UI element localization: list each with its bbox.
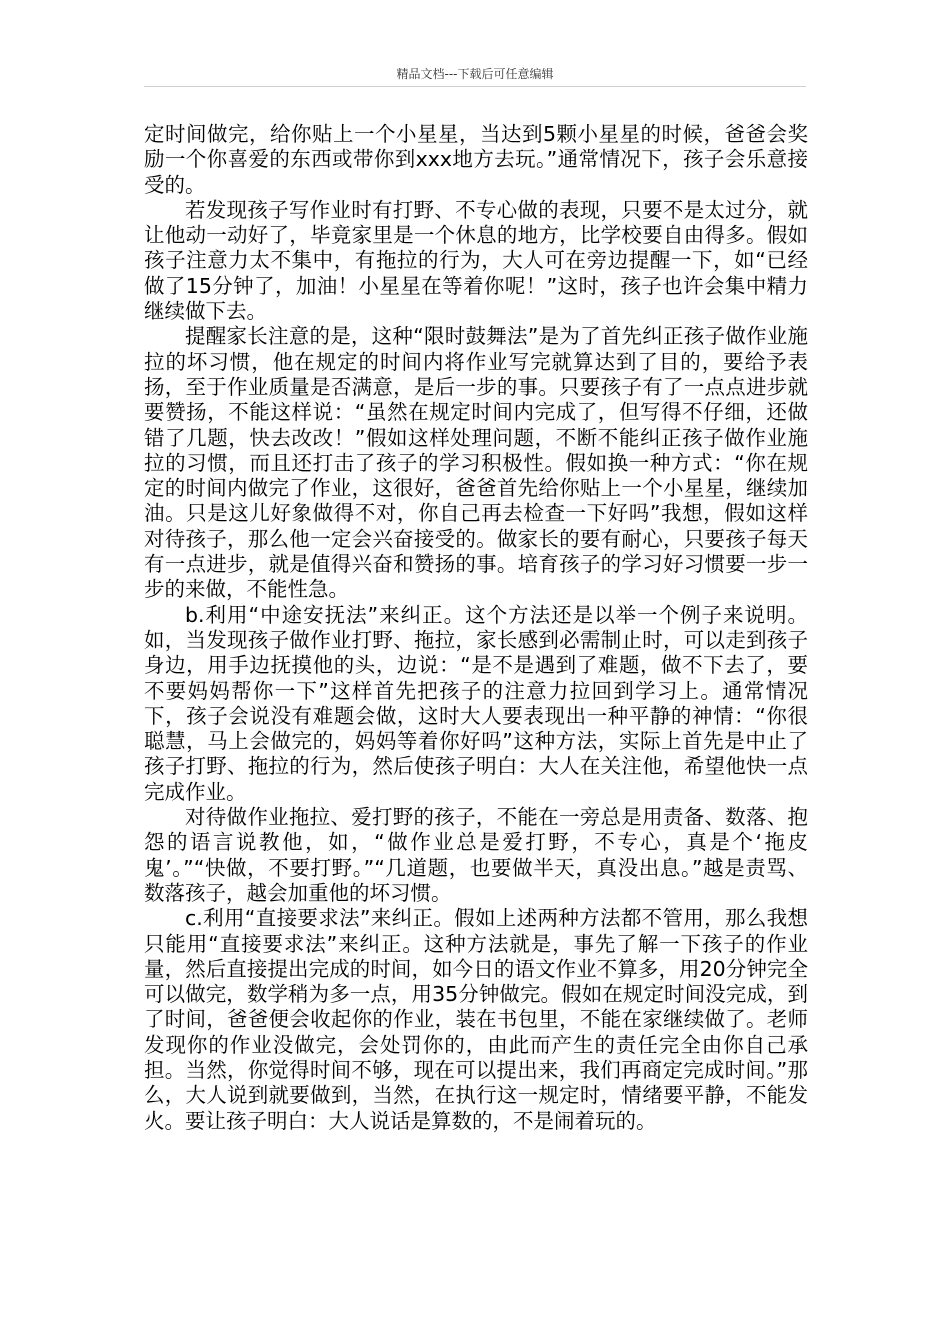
paragraph-1: 定时间做完，给你贴上一个小星星，当达到5颗小星星的时候，爸爸会奖励一个你喜爱的东西或带你到xxx地方去玩。”通常情况下，孩子会乐意接受的。: [144, 122, 808, 197]
document-body: [144, 122, 808, 1134]
paragraph-6: c.利用“直接要求法”来纠正。假如上述两种方法都不管用，那么我想只能用“直接要求法”来纠正。这种方法就是，事先了解一下孩子的作业量，然后直接提出完成的时间，如今日的语文作业不算多，用20分钟完全可以做完，数学稍为多一点，用35分钟做完。假如在规定时间没完成，到了时间，爸爸便会收起你的作业，装在书包里，不能在家继续做了。老师发现你的作业没做完，会处罚你的，由此而产生的责任完全由你自己承担。当然，你觉得时间不够，现在可以提出来，我们再商定完成时间。”那么，大人说到就要做到，当然，在执行这一规定时，情绪要平静，不能发火。要让孩子明白：大人说话是算数的，不是闹着玩的。: [144, 906, 808, 1133]
paragraph-4: b.利用“中途安抚法”来纠正。这个方法还是以举一个例子来说明。如，当发现孩子做作业打野、拖拉，家长感到必需制止时，可以走到孩子身边，用手边抚摸他的头，边说：“是不是遇到了难题，做不下去了，要不要妈妈帮你一下”这样首先把孩子的注意力拉回到学习上。通常情况下，孩子会说没有难题会做，这时大人要表现出一种平静的神情：“你很聪慧，马上会做完的，妈妈等着你好吗”这种方法，实际上首先是中止了孩子打野、拖拉的行为，然后使孩子明白：大人在关注他，希望他快一点完成作业。: [144, 602, 808, 804]
header-divider: [144, 86, 806, 87]
page-header: 精品文档---下载后可任意编辑: [396, 67, 554, 81]
paragraph-3: 提醒家长注意的是，这种“限时鼓舞法”是为了首先纠正孩子做作业施拉的坏习惯，他在规定的时间内将作业写完就算达到了目的，要给予表扬，至于作业质量是否满意，是后一步的事。只要孩子有了一点点进步就要赞扬，不能这样说：“虽然在规定时间内完成了，但写得不仔细，还做错了几题，快去改改！”假如这样处理问题，不断不能纠正孩子做作业施拉的习惯，而且还打击了孩子的学习积极性。假如换一种方式：“你在规定的时间内做完了作业，这很好，爸爸首先给你贴上一个小星星，继续加油。只是这儿好象做得不对，你自己再去检查一下好吗”我想，假如这样对待孩子，那么他一定会兴奋接受的。做家长的要有耐心，只要孩子每天有一点进步，就是值得兴奋和赞扬的事。培育孩子的学习好习惯要一步一步的来做，不能性急。: [144, 324, 808, 602]
paragraph-2: 若发现孩子写作业时有打野、不专心做的表现，只要不是太过分，就让他动一动好了，毕竟家里是一个休息的地方，比学校要自由得多。假如孩子注意力太不集中，有拖拉的行为，大人可在旁边提醒一下，如“已经做了15分钟了，加油！小星星在等着你呢！”这时，孩子也许会集中精力继续做下去。: [144, 197, 808, 324]
paragraph-5: 对待做作业拖拉、爱打野的孩子，不能在一旁总是用责备、数落、抱怨的语言说教他，如，“做作业总是爱打野，不专心，真是个‘拖皮鬼’。”“快做，不要打野。”“几道题，也要做半天，真没出息。”越是责骂、数落孩子，越会加重他的坏习惯。: [144, 805, 808, 905]
